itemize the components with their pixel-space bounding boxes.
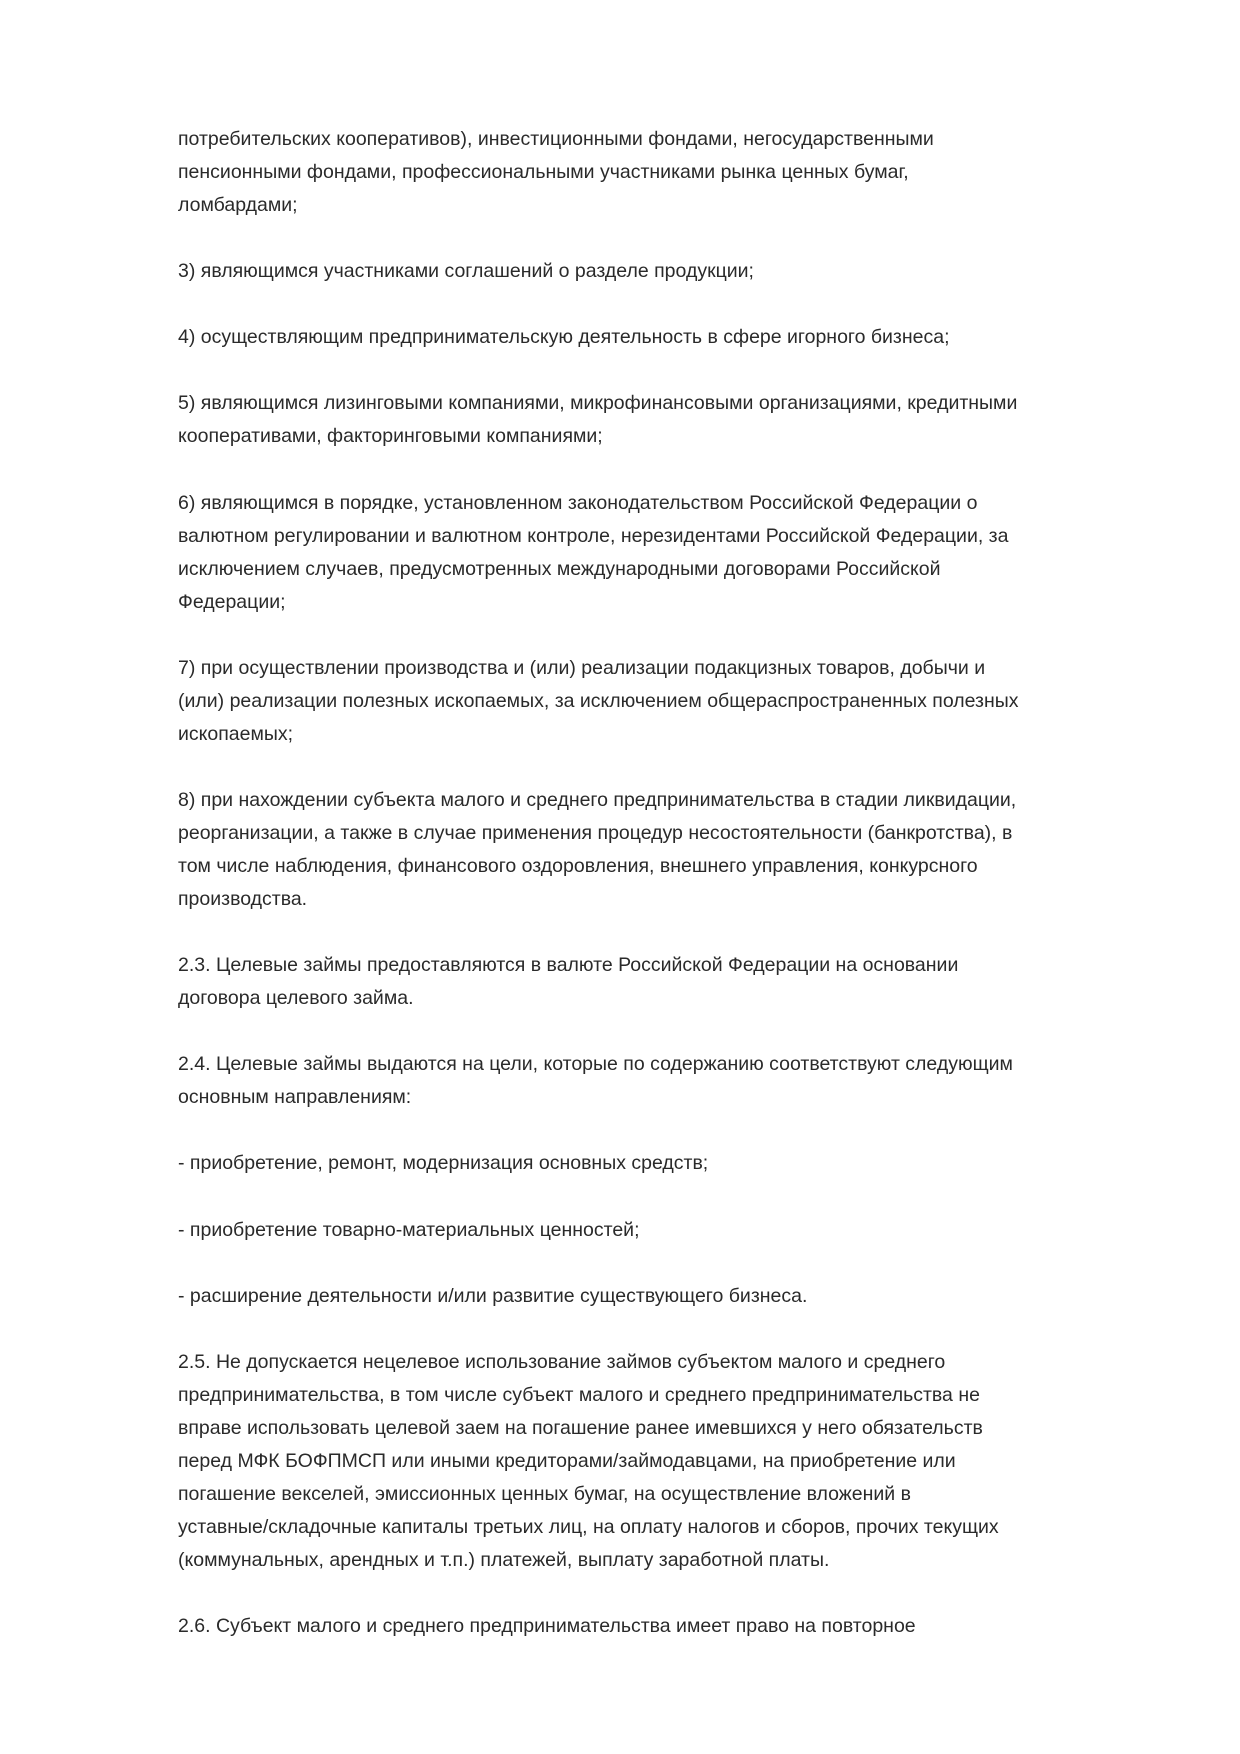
paragraph <box>178 1214 1178 1247</box>
paragraph <box>178 123 1178 222</box>
paragraph <box>178 1346 1178 1577</box>
text-line: уставные/складочные капиталы третьих лиц, на оплату налогов и сборов, прочих текущих <box>178 1515 999 1538</box>
paragraph <box>178 784 1178 916</box>
text-line: 4) осуществляющим предпринимательскую деятельность в сфере игорного бизнеса; <box>178 326 950 349</box>
paragraph <box>178 487 1178 619</box>
text-line: - расширение деятельности и/или развитие существующего бизнеса. <box>178 1284 808 1307</box>
text-line: основным направлениям: <box>178 1086 412 1109</box>
text-line: - приобретение товарно-материальных ценностей; <box>178 1218 640 1241</box>
text-line: - приобретение, ремонт, модернизация основных средств; <box>178 1152 709 1175</box>
text-line: кооперативами, факторинговыми компаниями; <box>178 425 603 448</box>
text-line: (или) реализации полезных ископаемых, за исключением общераспространенных полезных <box>178 689 1019 712</box>
text-line: исключением случаев, предусмотренных международными договорами Российской <box>178 557 941 580</box>
text-line: 6) являющимся в порядке, установленном законодательством Российской Федерации о <box>178 491 978 514</box>
paragraph <box>178 1280 1178 1313</box>
text-line: 3) являющимся участниками соглашений о разделе продукции; <box>178 260 754 283</box>
text-line: потребительских кооперативов), инвестиционными фондами, негосударственными <box>178 128 934 150</box>
text-line: договора целевого займа. <box>178 987 414 1010</box>
paragraph <box>178 1048 1178 1114</box>
text-line: ломбардами; <box>178 194 298 217</box>
text-line: пенсионными фондами, профессиональными участниками рынка ценных бумаг, <box>178 161 909 184</box>
text-line: производства. <box>178 888 308 911</box>
text-line: 8) при нахождении субъекта малого и среднего предпринимательства в стадии ликвидации, <box>178 788 1017 811</box>
text-line: 2.6. Субъект малого и среднего предпринимательства имеет право на повторное <box>178 1615 916 1638</box>
paragraph <box>178 321 1178 354</box>
text-line: Федерации; <box>178 590 286 613</box>
paragraph <box>178 949 1178 1015</box>
paragraph <box>178 387 1178 453</box>
text-line: 5) являющимся лизинговыми компаниями, микрофинансовыми организациями, кредитными <box>178 392 1018 415</box>
paragraph <box>178 1147 1178 1180</box>
text-line: 2.5. Не допускается нецелевое использование займов субъектом малого и среднего <box>178 1350 946 1373</box>
text-line: том числе наблюдения, финансового оздоровления, внешнего управления, конкурсного <box>178 855 978 878</box>
paragraph <box>178 652 1178 751</box>
document-page <box>178 123 1178 1676</box>
paragraph <box>178 1610 1178 1643</box>
text-line: валютном регулировании и валютном контроле, нерезидентами Российской Федерации, за <box>178 524 1009 547</box>
text-line: ископаемых; <box>178 722 294 745</box>
paragraph <box>178 255 1178 288</box>
text-line: вправе использовать целевой заем на погашение ранее имевшихся у него обязательств <box>178 1416 983 1439</box>
text-line: 2.4. Целевые займы выдаются на цели, которые по содержанию соответствуют следующим <box>178 1053 1013 1076</box>
text-line: 7) при осуществлении производства и (или) реализации подакцизных товаров, добычи и <box>178 656 986 679</box>
text-line: перед МФК БОФПМСП или иными кредиторами/займодавцами, на приобретение или <box>178 1449 956 1472</box>
text-line: реорганизации, а также в случае применения процедур несостоятельности (банкротства), в <box>178 821 1013 844</box>
text-line: 2.3. Целевые займы предоставляются в валюте Российской Федерации на основании <box>178 954 959 977</box>
text-line: предпринимательства, в том числе субъект малого и среднего предпринимательства не <box>178 1383 980 1406</box>
text-line: погашение векселей, эмиссионных ценных бумаг, на осуществление вложений в <box>178 1482 911 1505</box>
text-line: (коммунальных, арендных и т.п.) платежей, выплату заработной платы. <box>178 1549 830 1572</box>
